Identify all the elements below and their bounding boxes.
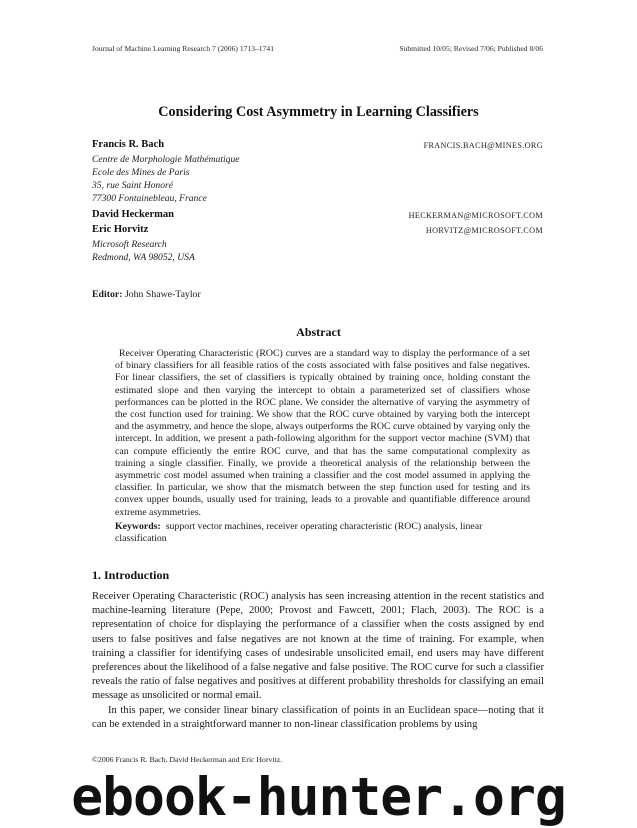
section-heading-introduction: 1. Introduction <box>92 568 170 582</box>
paragraph: Receiver Operating Characteristic (ROC) analysis has seen increasing attention in the recent statistics and machine-learning literature (Pepe, 2000; Provost and Fawcett, 2001; Flach, 2003). The ROC is a representation of choice for displaying the performance of a classifier when the costs assigned by end users to false positives and false negatives are not known at the time of training. For example, when training a classifier for identifying cases of undesirable unsolicited email, end users may have different preferences about the likelihood of a false negative and false positive. The ROC curve for such a classifier reveals the ratio of false negatives and positives at different probability thresholds for classifying an email message as unsolicited or normal email. <box>92 591 544 702</box>
author-email-horvitz[interactable]: HORVITZ@MICROSOFT.COM <box>425 226 543 235</box>
affiliation-bach <box>92 153 240 205</box>
keywords <box>115 521 530 545</box>
affiliation-line: 77300 Fontainebleau, France <box>92 193 207 204</box>
editor-label: Editor: <box>92 289 123 300</box>
copyright-notice: ©2006 Francis R. Bach, David Heckerman and Eric Horvitz. <box>92 755 283 764</box>
affiliation-line: Ecole des Mines de Paris <box>92 167 190 178</box>
editor-line <box>92 289 201 300</box>
keywords-label: Keywords: <box>115 521 161 532</box>
affiliation-line: Microsoft Research <box>92 239 167 250</box>
paper-title: Considering Cost Asymmetry in Learning Classifiers <box>158 104 479 120</box>
paragraph: In this paper, we consider linear binary classification of points in an Euclidean space—noting that it can be extended in a straightforward manner to non-linear classification problems by using <box>92 704 544 730</box>
affiliation-line: Centre de Morphologie Mathématique <box>92 154 240 165</box>
author-email-bach[interactable]: FRANCIS.BACH@MINES.ORG <box>423 141 543 150</box>
author-email-heckerman[interactable]: HECKERMAN@MICROSOFT.COM <box>408 211 543 220</box>
affiliation-line: 35, rue Saint Honoré <box>92 180 174 191</box>
author-name-bach: Francis R. Bach <box>92 139 165 150</box>
affiliation-line: Redmond, WA 98052, USA <box>92 252 195 263</box>
section-body-introduction <box>92 590 544 732</box>
abstract-heading: Abstract <box>296 325 341 339</box>
abstract-text: Receiver Operating Characteristic (ROC) curves are a standard way to display the performance of a set of binary classifiers for all feasible ratios of the costs associated with false positives and false negatives. For linear classifiers, the set of classifiers is typically obtained by training once, holding constant the estimated slope and then varying the intercept to obtain a parameterized set of classifiers whose performances can be plotted in the ROC plane. We consider the alternative of varying the asymmetry of the cost function used for training. We show that the ROC curve obtained by varying both the intercept and the asymmetry, and hence the slope, always outperforms the ROC curve obtained by varying only the intercept. In addition, we present a path-following algorithm for the support vector machine (SVM) that can compute efficiently the entire ROC curve, and that has the same computational complexity as training a single classifier. Finally, we provide a theoretical analysis of the relationship between the asymmetric cost model assumed when training a classifier and the cost model assumed in applying the classifier. In particular, we show that the mismatch between the step function used for testing and its convex upper bounds, usually used for training, leads to a provable and quantifiable difference around extreme asymmetries. <box>115 348 530 518</box>
submission-dates: Submitted 10/05; Revised 7/06; Published 8/06 <box>399 44 543 53</box>
author-name-heckerman: David Heckerman <box>92 209 174 220</box>
journal-header: Journal of Machine Learning Research 7 (2006) 1713–1741 <box>92 44 274 53</box>
author-name-horvitz: Eric Horvitz <box>92 224 149 235</box>
watermark-logo: ebook-hunter.org <box>71 767 566 828</box>
affiliation-microsoft <box>92 238 195 264</box>
keywords-text: support vector machines, receiver operating characteristic (ROC) analysis, linear classification <box>115 521 483 545</box>
editor-name: John Shawe-Taylor <box>124 289 201 300</box>
